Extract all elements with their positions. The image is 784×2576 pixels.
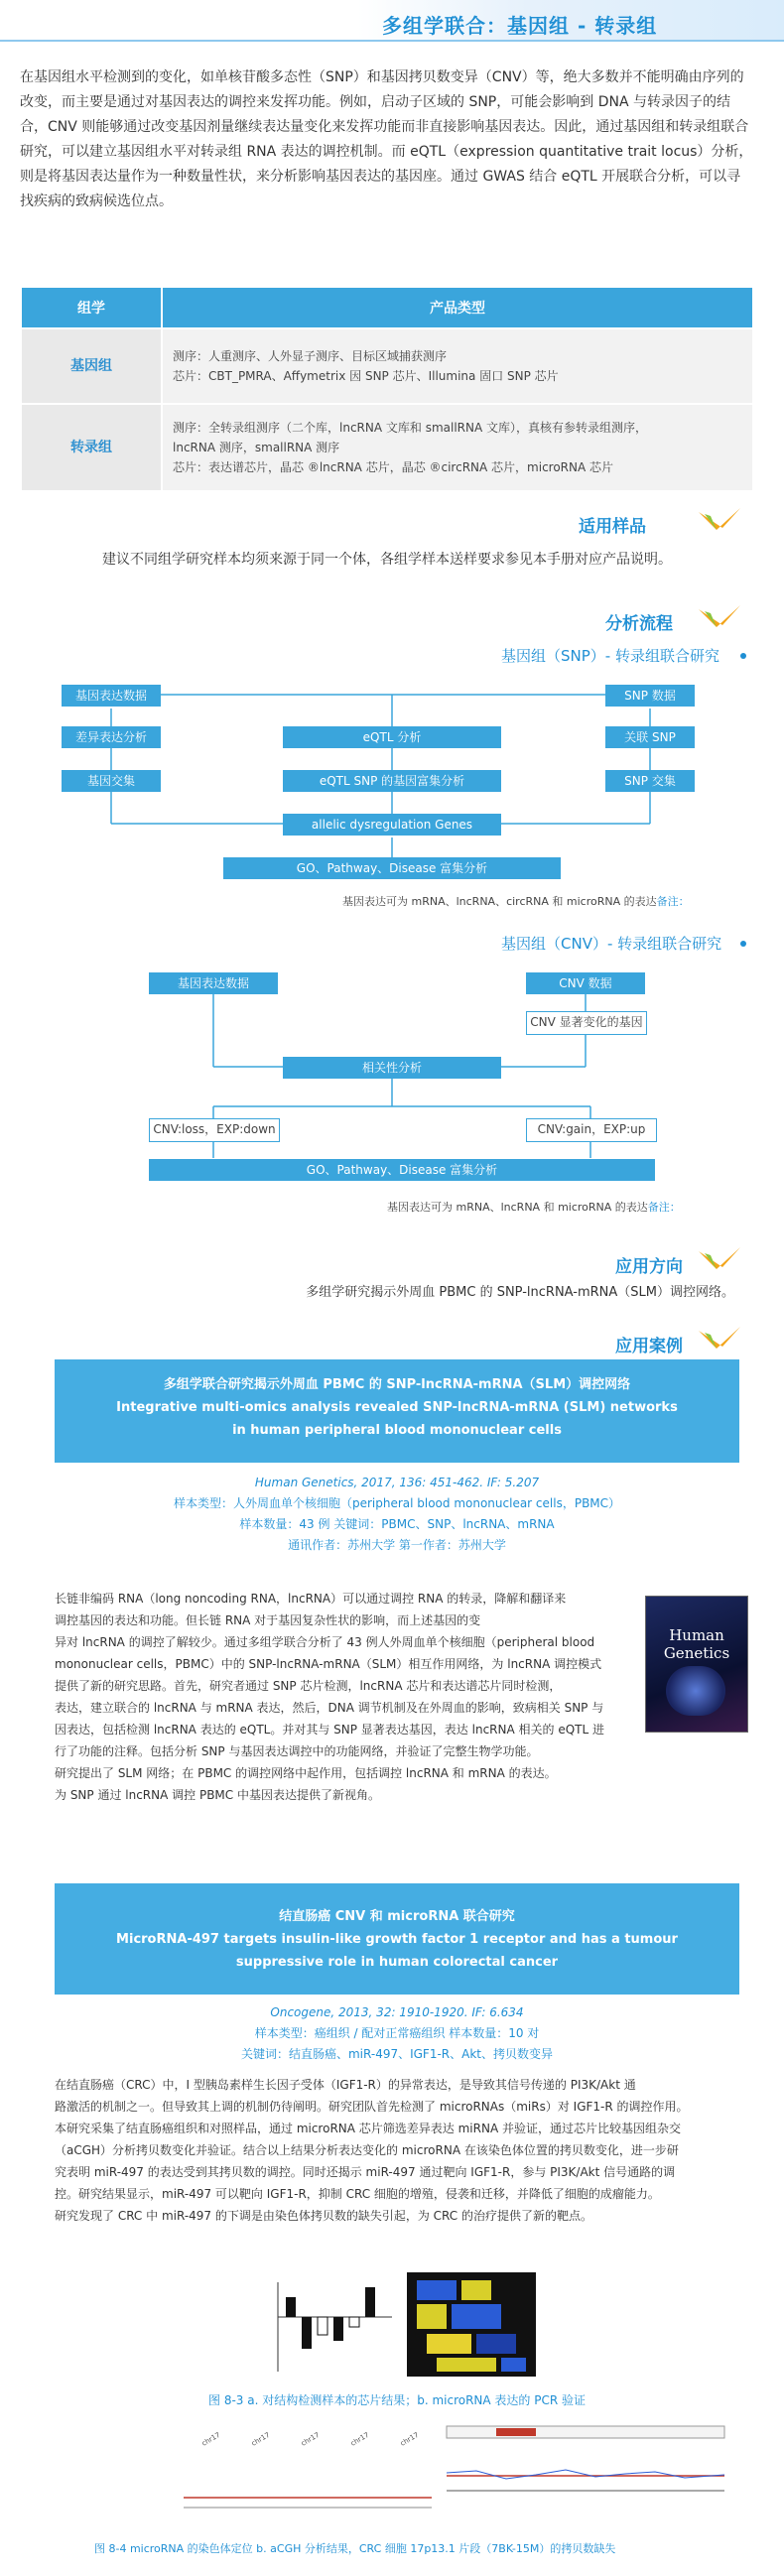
case1-title-en-2: in human peripheral blood mononuclear cells [232, 1423, 562, 1438]
mirna-heatmap [407, 2272, 536, 2377]
case1-meta-line: 样本类型：人外周血单个核细胞（peripheral blood mononuclear cells，PBMC） [173, 1496, 621, 1510]
case1-meta [55, 1473, 739, 1556]
snp-flow-subheading: 基因组（SNP）- 转录组联合研究 [501, 647, 719, 665]
svg-text:chr17: chr17 [300, 2430, 322, 2448]
table-header-product: 产品类型 [162, 287, 753, 328]
intro-paragraph: 在基因组水平检测到的变化，如单核苷酸多态性（SNP）和基因拷贝数变异（CNV）等，绝大多数并不能明确由序列的改变，而主要是通过对基因表达的调控来发挥功能。例如，启动子区域的 SNP，可能会影响到 DNA 与转录因子的结合，CNV 则能够通过改变基因剂量继续表达量变化来发挥功能而非直接影响基因表达。因此，通过基因组和转录组联合研究，可以建立基因组水平对转录组 RNA 表达的调控机制。而 eQTL（expression quantitative trait locus）分析，则是将基因表达量作为一种数量性状，来分析影响基因表达的基因座。通过 GWAS 结合 eQTL 开展联合分析，可以寻找疾病的致病候选位点。 [20, 69, 753, 209]
figure-8-3-caption: 图 8-3 a. 对结构检测样本的芯片结果；b. microRNA 表达的 PCR 验证 [208, 2393, 587, 2407]
page-title: 多组学联合：基因组 - 转录组 [382, 14, 658, 38]
cases-heading: 应用案例 [615, 1337, 683, 1356]
check-icon [695, 506, 744, 534]
header-divider [0, 40, 784, 42]
flow-box-go: GO、Pathway、Disease 富集分析 [223, 857, 561, 879]
case2-title-block [55, 1883, 739, 1995]
case2-meta [55, 2002, 739, 2065]
table-line: 测序：人重测序、人外显子测序、目标区域捕获测序 [173, 349, 448, 363]
body-line: 控。研究结果显示，miR-497 可以靶向 IGF1-R，抑制 CRC 细胞的增殖，侵袭和迁移，并降低了细胞的成瘤能力。 [55, 2187, 660, 2201]
table-line: 芯片：CBT_PMRA、Affymetrix 因 SNP 芯片、Illumina 固口 SNP 芯片 [173, 369, 559, 383]
bullet-dot [740, 941, 746, 947]
body-line: 因表达，包括检测 lncRNA 表达的 eQTL。并对其与 SNP 显著表达基因，表达 lncRNA 相关的 eQTL 进 [55, 1723, 604, 1737]
flow-box-eqtl-enrich: eQTL SNP 的基因富集分析 [283, 770, 501, 792]
note-label: 备注： [656, 895, 690, 908]
figure-8-4-caption: 图 8-4 microRNA 的染色体定位 b. aCGH 分析结果，CRC 细胞 17p13.1 片段（7BK-15M）的拷贝数缺失 [94, 2542, 616, 2555]
journal-cover-image [645, 1596, 748, 1733]
body-line: 调控基因的表达和功能。但长链 RNA 对于基因复杂性状的影响，而上述基因的变 [55, 1613, 481, 1627]
note-label: 备注： [647, 1201, 681, 1214]
acgh-copy-number-plot [437, 2421, 734, 2520]
bullet-dot [740, 653, 746, 659]
table-cell-products [162, 328, 753, 404]
check-icon [695, 1325, 744, 1352]
sample-text: 建议不同组学研究样本均须来源于同一个体，各组学样本送样要求参见本手册对应产品说明。 [102, 552, 672, 568]
table-cell-category: 转录组 [21, 404, 162, 491]
body-line: 本研究采集了结直肠癌组织和对照样品，通过 microRNA 芯片筛选差异表达 miRNA 并验证，通过芯片比较基因组杂交 [55, 2122, 681, 2135]
table-line: 芯片：表达谱芯片，晶芯 ®lncRNA 芯片，晶芯 ®circRNA 芯片，microRNA 芯片 [173, 460, 614, 474]
case2-body [55, 2074, 739, 2227]
body-line: 长链非编码 RNA（long noncoding RNA，lncRNA）可以通过调控 RNA 的转录，降解和翻译来 [55, 1592, 567, 1606]
case2-title-en-2: suppressive role in human colorectal cancer [235, 1955, 559, 1970]
flow-box-cnv-go: GO、Pathway、Disease 富集分析 [149, 1159, 655, 1181]
sample-heading: 适用样品 [579, 517, 646, 537]
body-line: 究表明 miR-497 的表达受到其拷贝数的调控。同时还揭示 miR-497 通过靶向 IGF1-R，参与 PI3K/Akt 信号通路的调 [55, 2165, 676, 2179]
body-line: 行了功能的注释。包括分析 SNP 与基因表达调控中的功能网络，并验证了完整生物学功能。 [55, 1744, 539, 1758]
flow-box-allelic: allelic dysregulation Genes [283, 814, 501, 836]
journal-cover-title: Human Genetics [663, 1626, 730, 1662]
case1-journal: Human Genetics, 2017, 136: 451-462. IF: 5.207 [254, 1476, 540, 1489]
case1-meta-line: 样本数量：43 例 关键词：PBMC、SNP、lncRNA、mRNA [239, 1517, 555, 1531]
flow-box-cnv-expr-data: 基因表达数据 [149, 972, 278, 994]
table-row [21, 328, 753, 404]
case1-body [55, 1588, 630, 1806]
bar [286, 2297, 296, 2317]
flow-box-expr-data: 基因表达数据 [62, 685, 161, 707]
case1-meta-line: 通讯作者：苏州大学 第一作者：苏州大学 [288, 1538, 506, 1552]
flow-box-snp-intersect: SNP 交集 [605, 770, 695, 792]
body-line: 路激活的机制之一。但导致其上调的机制仍待阐明。研究团队首先检测了 microRNAs（miRs）对 IGF1-R 的调控作用。 [55, 2100, 689, 2114]
case2-meta-line: 关键词：结直肠癌、miR-497、IGF1-R、Akt、拷贝数变异 [240, 2047, 554, 2061]
table-header-omics: 组学 [21, 287, 162, 328]
direction-heading: 应用方向 [615, 1257, 683, 1277]
chromosome-location-plot [184, 2416, 432, 2525]
cnv-flow-subheading: 基因组（CNV）- 转录组联合研究 [501, 935, 722, 953]
case1-title-block [55, 1359, 739, 1463]
check-icon [695, 1245, 744, 1273]
body-line: 在结直肠癌（CRC）中，I 型胰岛素样生长因子受体（IGF1-R）的异常表达，是导致其信号传递的 PI3K/Akt 通 [55, 2078, 636, 2092]
note-text: 基因表达可为 mRNA、lncRNA、circRNA 和 microRNA 的表达 [342, 895, 657, 908]
note-text: 基因表达可为 mRNA、lncRNA 和 microRNA 的表达 [387, 1201, 648, 1214]
cnv-note [387, 1199, 681, 1215]
table-line: lncRNA 测序，smallRNA 测序 [173, 441, 340, 454]
flow-box-cnv-data: CNV 数据 [526, 972, 645, 994]
flow-box-snp-data: SNP 数据 [605, 685, 695, 707]
mirna-bar-chart [268, 2277, 397, 2377]
body-line: 表达，建立联合的 lncRNA 与 mRNA 表达，然后，DNA 调节机制及在外周血的影响，致病相关 SNP 与 [55, 1701, 604, 1715]
case2-title-en-1: MicroRNA-497 targets insulin-like growth factor 1 receptor and has a tumour [116, 1932, 678, 1947]
body-line: 提供了新的研究思路。首先，研究者通过 SNP 芯片检测，lncRNA 芯片和表达谱芯片同时检测， [55, 1679, 562, 1693]
direction-text: 多组学研究揭示外周血 PBMC 的 SNP-lncRNA-mRNA（SLM）调控网络。 [306, 1285, 734, 1300]
table-cell-products [162, 404, 753, 491]
flow-heading: 分析流程 [605, 614, 673, 634]
body-line: 研究提出了 SLM 网络；在 PBMC 的调控网络中起作用，包括调控 lncRNA 和 mRNA 的表达。 [55, 1766, 557, 1780]
case2-journal: Oncogene, 2013, 32: 1910-1920. IF: 6.634 [270, 2005, 524, 2019]
svg-text:chr17: chr17 [200, 2430, 222, 2448]
table-cell-category: 基因组 [21, 328, 162, 404]
bar [318, 2317, 327, 2335]
body-line: mononuclear cells，PBMC）中的 SNP-lncRNA-mRNA（SLM）相互作用网络，为 lncRNA 调控模式 [55, 1657, 602, 1671]
bar [349, 2317, 359, 2327]
table-row [21, 404, 753, 491]
flow-box-assoc: 相关性分析 [283, 1057, 501, 1079]
svg-text:chr17: chr17 [250, 2430, 272, 2448]
body-line: 异对 lncRNA 的调控了解较少。通过多组学联合分析了 43 例人外周血单个核细胞（peripheral blood [55, 1635, 595, 1649]
flow-box-eqtl: eQTL 分析 [283, 726, 501, 748]
cover-art [666, 1666, 725, 1716]
flow-box-loss: CNV:loss，EXP:down [149, 1118, 280, 1142]
body-line: 为 SNP 通过 lncRNA 调控 PBMC 中基因表达提供了新视角。 [55, 1788, 380, 1802]
flow-box-gene-intersect: 基因交集 [62, 770, 161, 792]
check-icon [695, 603, 744, 631]
table-line: 测序：全转录组测序（二个库，lncRNA 文库和 smallRNA 文库），真核有参转录组测序， [173, 421, 647, 435]
flow-box-assoc-snp: 关联 SNP [605, 726, 695, 748]
svg-text:chr17: chr17 [399, 2430, 421, 2448]
case1-title-cn: 多组学联合研究揭示外周血 PBMC 的 SNP-lncRNA-mRNA（SLM）调控网络 [163, 1377, 631, 1392]
snp-note [342, 893, 690, 909]
case2-meta-line: 样本类型：癌组织 / 配对正常癌组织 样本数量：10 对 [254, 2026, 540, 2040]
flow-box-diff-expr: 差异表达分析 [62, 726, 161, 748]
page-header [0, 0, 784, 46]
product-table [20, 286, 754, 492]
bar [333, 2317, 343, 2341]
flow-box-gain: CNV:gain，EXP:up [526, 1118, 657, 1142]
svg-text:chr17: chr17 [349, 2430, 371, 2448]
case1-title-en-1: Integrative multi-omics analysis revealed SNP-lncRNA-mRNA (SLM) networks [116, 1400, 678, 1415]
case2-title-cn: 结直肠癌 CNV 和 microRNA 联合研究 [279, 1909, 515, 1924]
body-line: 研究发现了 CRC 中 miR-497 的下调是由染色体拷贝数的缺失引起，为 CRC 的治疗提供了新的靶点。 [55, 2209, 592, 2223]
bar [302, 2317, 312, 2349]
body-line: （aCGH）分析拷贝数变化并验证。结合以上结果分析表达变化的 microRNA 在该染色体位置的拷贝数变化，进一步研 [55, 2143, 679, 2157]
table-header-row [21, 287, 753, 328]
flow-box-cnv-region: CNV 显著变化的基因 [526, 1011, 647, 1035]
bar [365, 2287, 375, 2317]
